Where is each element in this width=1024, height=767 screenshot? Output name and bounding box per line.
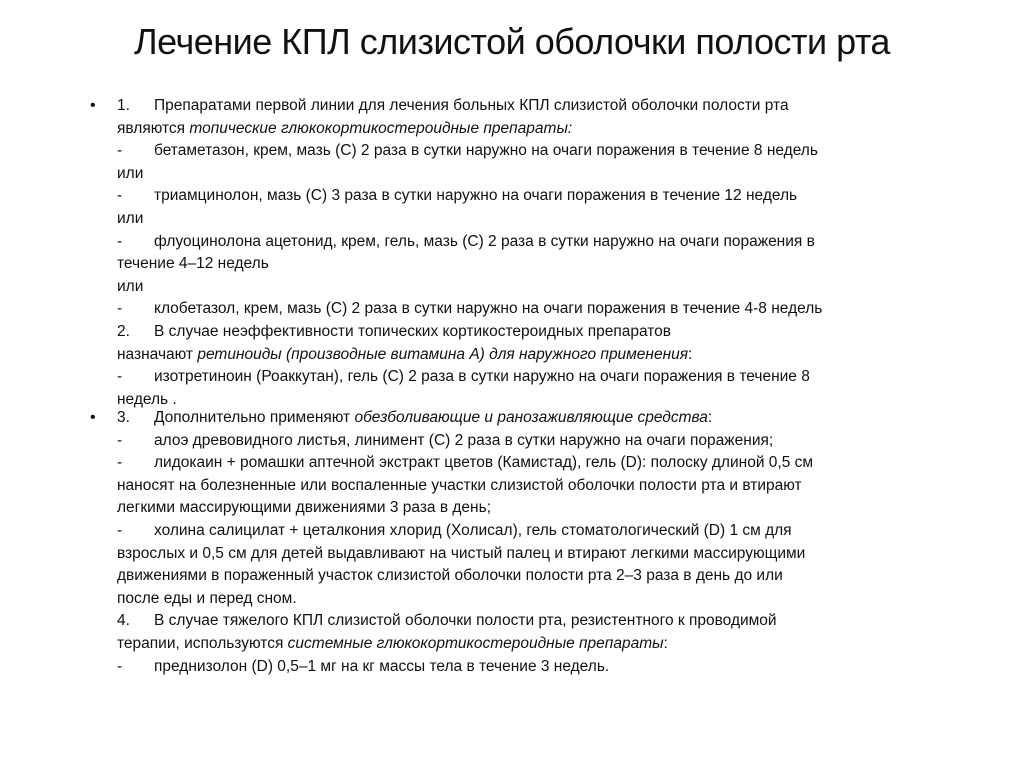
- line-text: взрослых и 0,5 см для детей выдавливают на чистый палец и втирают легкими массирующими: [117, 544, 806, 562]
- line-text: лидокаин + ромашки аптечной экстракт цветов (Камистад), гель (D): полоску длиной 0,5 см: [154, 454, 814, 472]
- dash-marker: -: [117, 142, 123, 160]
- emphasis-text: системные глюкокортикостероидные препараты: [287, 634, 664, 652]
- item-number: 3.: [117, 409, 130, 426]
- line-text: недель .: [117, 390, 177, 408]
- bullet-content: [117, 95, 950, 411]
- text-line: [117, 276, 950, 299]
- text-line: [117, 588, 950, 611]
- emphasis-text: обезболивающие и ранозаживляющие средства: [354, 409, 708, 426]
- dash-marker: -: [117, 521, 123, 539]
- line-text: преднизолон (D) 0,5–1 мг на кг массы тела в течение 3 недель.: [154, 657, 610, 675]
- bullet-block-2: [90, 407, 950, 678]
- text-line: [117, 543, 950, 566]
- text-line: [117, 497, 950, 520]
- bullet-marker: •: [90, 409, 96, 426]
- line-text: бетаметазон, крем, мазь (С) 2 раза в сутки наружно на очаги поражения в течение 8 недель: [154, 142, 818, 160]
- text-line: [117, 452, 950, 475]
- text-line: [117, 208, 950, 231]
- line-text: В случае неэффективности топических кортикостероидных препаратов: [154, 322, 672, 340]
- item-number: 2.: [117, 322, 130, 340]
- line-text: движениями в пораженный участок слизистой оболочки полости рта 2–3 раза в день до или: [117, 567, 783, 585]
- text-line: [117, 321, 950, 344]
- dash-marker: -: [117, 232, 123, 250]
- dash-marker: -: [117, 431, 123, 449]
- item-number: 4.: [117, 612, 130, 630]
- line-text: терапии, используются: [117, 634, 288, 652]
- text-line: [117, 163, 950, 186]
- line-text: легкими массирующими движениями 3 раза в день;: [117, 499, 491, 517]
- dash-marker: -: [117, 187, 123, 205]
- line-text: Дополнительно применяют: [154, 409, 355, 426]
- line-text: флуоцинолона ацетонид, крем, гель, мазь (С) 2 раза в сутки наружно на очаги поражения в: [154, 232, 815, 250]
- line-text: или: [117, 164, 144, 182]
- line-text: :: [707, 409, 713, 426]
- text-line: [117, 253, 950, 276]
- text-line: [117, 520, 950, 543]
- text-line: [117, 366, 950, 389]
- line-text: :: [688, 345, 693, 363]
- text-line: [117, 565, 950, 588]
- text-line: [117, 140, 950, 163]
- line-text: назначают: [117, 345, 198, 363]
- text-line: [117, 95, 950, 118]
- dash-marker: -: [117, 368, 123, 386]
- line-text: триамцинолон, мазь (С) 3 раза в сутки наружно на очаги поражения в течение 12 недель: [154, 187, 798, 205]
- text-line: [117, 610, 950, 633]
- line-text: течение 4–12 недель: [117, 255, 269, 273]
- text-line: [117, 430, 950, 453]
- emphasis-text: ретиноиды (производные витамина А) для наружного применения: [197, 345, 689, 363]
- line-text: или: [117, 209, 144, 227]
- line-text: алоэ древовидного листья, линимент (С) 2 раза в сутки наружно на очаги поражения;: [154, 431, 774, 449]
- text-line: [117, 344, 950, 367]
- emphasis-text: топические глюкокортикостероидные препараты:: [189, 119, 573, 137]
- dash-marker: -: [117, 454, 123, 472]
- item-number: 1.: [117, 97, 130, 114]
- line-text: или: [117, 277, 144, 295]
- text-line: [117, 407, 950, 430]
- text-line: [117, 118, 950, 141]
- line-text: изотретиноин (Роаккутан), гель (С) 2 раза в сутки наружно на очаги поражения в течение 8: [154, 368, 810, 386]
- bullet-content: [117, 407, 950, 678]
- text-line: [117, 656, 950, 679]
- dash-marker: -: [117, 300, 123, 318]
- line-text: клобетазол, крем, мазь (С) 2 раза в сутки наружно на очаги поражения в течение 4-8 недель: [154, 300, 823, 318]
- line-text: являются: [117, 119, 190, 137]
- line-text: В случае тяжелого КПЛ слизистой оболочки полости рта, резистентного к проводимой: [154, 612, 777, 630]
- text-line: [117, 298, 950, 321]
- line-text: Препаратами первой линии для лечения больных КПЛ слизистой оболочки полости рта: [154, 97, 789, 114]
- text-line: [117, 475, 950, 498]
- text-line: [117, 633, 950, 656]
- bullet-marker: •: [90, 97, 96, 114]
- text-line: [117, 185, 950, 208]
- bullet-block-1: [90, 95, 950, 411]
- line-text: после еды и перед сном.: [117, 589, 297, 607]
- line-text: наносят на болезненные или воспаленные участки слизистой оболочки полости рта и втирают: [117, 476, 802, 494]
- dash-marker: -: [117, 657, 123, 675]
- text-line: [117, 231, 950, 254]
- line-text: :: [663, 634, 668, 652]
- slide-title: Лечение КПЛ слизистой оболочки полости рта: [134, 21, 890, 62]
- line-text: холина салицилат + цеталкония хлорид (Холисал), гель стоматологический (D) 1 см для: [154, 521, 792, 539]
